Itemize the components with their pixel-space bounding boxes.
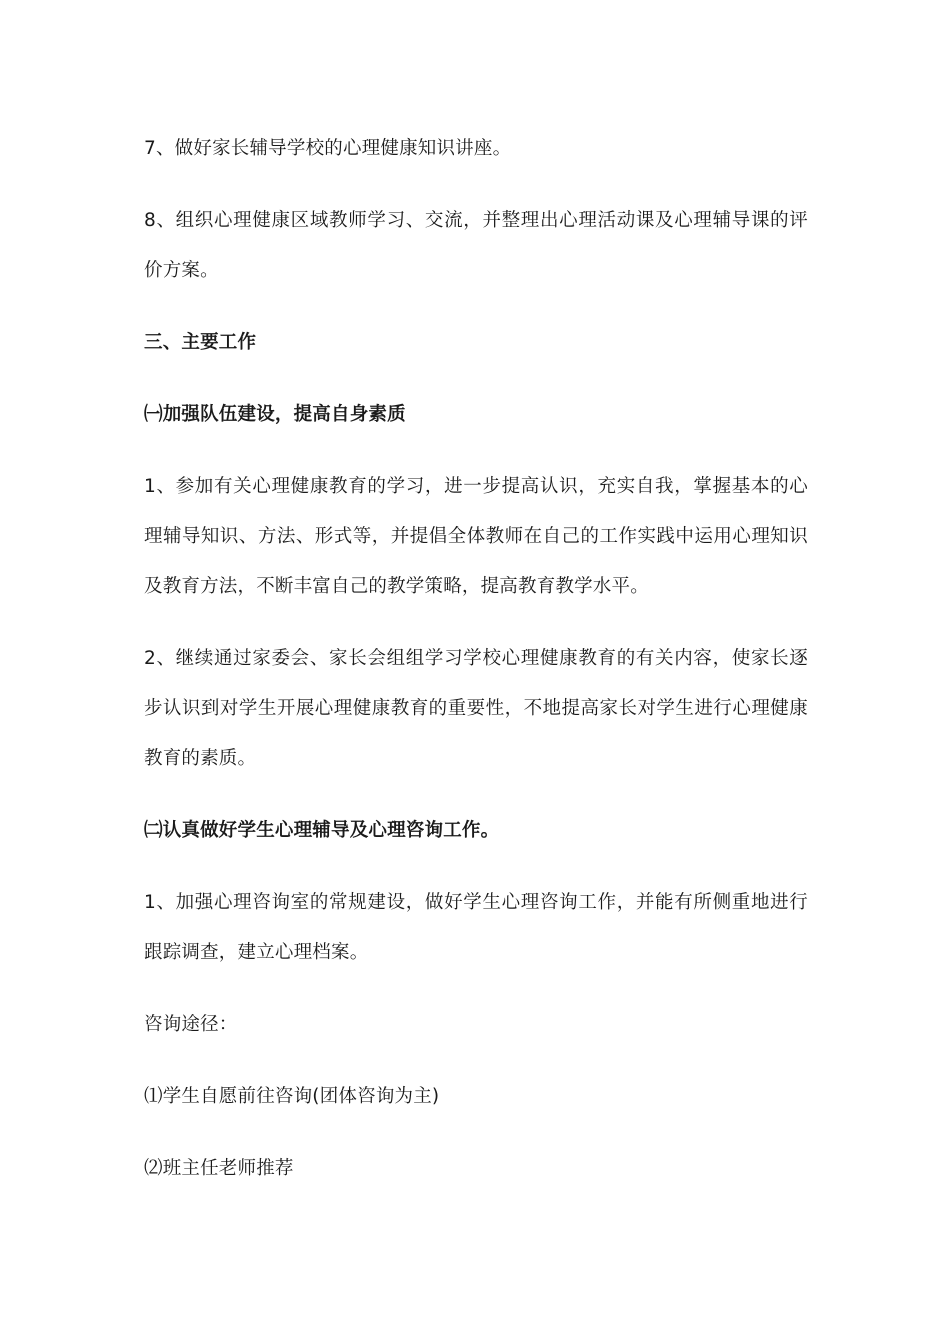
paragraph-item-8: 8、组织心理健康区域教师学习、交流，并整理出心理活动课及心理辅导课的评价方案。 bbox=[144, 210, 808, 281]
paragraph-channel-1: ⑴学生自愿前往咨询(团体咨询为主) bbox=[144, 1086, 440, 1107]
subsection-heading-team-building: ㈠加强队伍建设，提高自身素质 bbox=[144, 404, 406, 425]
paragraph-team-1: 1、参加有关心理健康教育的学习，进一步提高认识，充实自我，掌握基本的心理辅导知识、方法、形式等，并提倡全体教师在自己的工作实践中运用心理知识及教育方法，不断丰富自己的教学策略，提高教育教学水平。 bbox=[144, 476, 808, 597]
paragraph-team-2: 2、继续通过家委会、家长会组组学习学校心理健康教育的有关内容，使家长逐步认识到对学生开展心理健康教育的重要性，不地提高家长对学生进行心理健康教育的素质。 bbox=[144, 648, 808, 769]
subsection-heading-counseling: ㈡认真做好学生心理辅导及心理咨询工作。 bbox=[144, 820, 500, 841]
paragraph-channel-2: ⑵班主任老师推荐 bbox=[144, 1158, 294, 1179]
section-heading-main-work: 三、主要工作 bbox=[144, 332, 257, 353]
paragraph-counseling-1: 1、加强心理咨询室的常规建设，做好学生心理咨询工作，并能有所侧重地进行跟踪调查，建立心理档案。 bbox=[144, 892, 808, 963]
paragraph-item-7: 7、做好家长辅导学校的心理健康知识讲座。 bbox=[144, 138, 512, 159]
paragraph-consult-channels: 咨询途径： bbox=[144, 1014, 238, 1035]
